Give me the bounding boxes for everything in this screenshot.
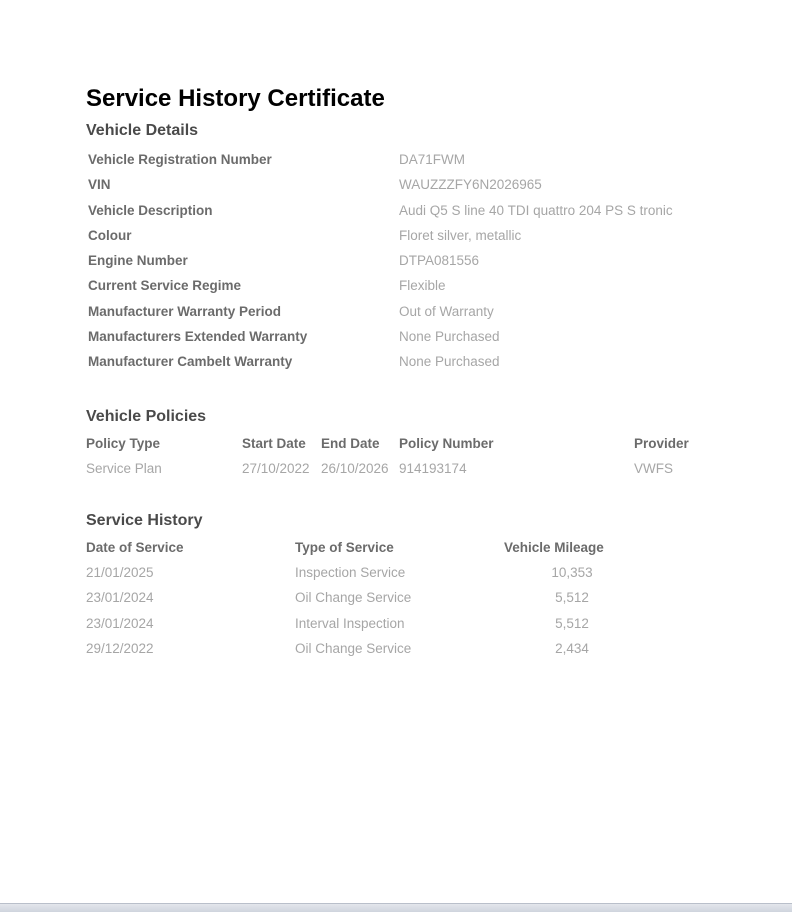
mileage-cell: 10,353 bbox=[551, 565, 593, 580]
detail-value: Flexible bbox=[399, 278, 446, 293]
end-date-cell: 26/10/2026 bbox=[321, 461, 389, 476]
service-type-cell: Interval Inspection bbox=[295, 616, 405, 631]
detail-label: VIN bbox=[88, 177, 111, 192]
detail-label: Manufacturer Cambelt Warranty bbox=[88, 354, 293, 369]
policy-type-cell: Service Plan bbox=[86, 461, 162, 476]
start-date-cell: 27/10/2022 bbox=[242, 461, 310, 476]
detail-label: Vehicle Registration Number bbox=[88, 152, 272, 167]
detail-value: Audi Q5 S line 40 TDI quattro 204 PS S tronic bbox=[399, 203, 673, 218]
service-date-cell: 21/01/2025 bbox=[86, 565, 154, 580]
detail-label: Engine Number bbox=[88, 253, 188, 268]
column-header-type-of-service: Type of Service bbox=[295, 540, 394, 555]
service-date-cell: 29/12/2022 bbox=[86, 641, 154, 656]
detail-label: Current Service Regime bbox=[88, 278, 242, 293]
service-type-cell: Oil Change Service bbox=[295, 590, 412, 605]
service-date-cell: 23/01/2024 bbox=[86, 590, 154, 605]
detail-value: DTPA081556 bbox=[399, 253, 480, 268]
policy-number-cell: 914193174 bbox=[399, 461, 467, 476]
page-title: Service History Certificate bbox=[86, 85, 385, 112]
detail-label: Manufacturers Extended Warranty bbox=[88, 329, 308, 344]
service-history-heading: Service History bbox=[86, 512, 203, 529]
detail-value: WAUZZZFY6N2026965 bbox=[399, 177, 542, 192]
detail-label: Vehicle Description bbox=[88, 203, 213, 218]
column-header-end-date: End Date bbox=[321, 436, 380, 451]
detail-value: Out of Warranty bbox=[399, 304, 494, 319]
mileage-cell: 5,512 bbox=[555, 590, 589, 605]
service-date-cell: 23/01/2024 bbox=[86, 616, 154, 631]
detail-value: Floret silver, metallic bbox=[399, 228, 522, 243]
column-header-start-date: Start Date bbox=[242, 436, 306, 451]
detail-value: None Purchased bbox=[399, 354, 500, 369]
column-header-policy-number: Policy Number bbox=[399, 436, 494, 451]
mileage-cell: 5,512 bbox=[555, 616, 589, 631]
detail-value: DA71FWM bbox=[399, 152, 466, 167]
service-type-cell: Inspection Service bbox=[295, 565, 406, 580]
column-header-date-of-service: Date of Service bbox=[86, 540, 184, 555]
vehicle-details-heading: Vehicle Details bbox=[86, 122, 199, 139]
detail-value: None Purchased bbox=[399, 329, 500, 344]
detail-label: Manufacturer Warranty Period bbox=[88, 304, 282, 319]
detail-label: Colour bbox=[88, 228, 132, 243]
column-header-policy-type: Policy Type bbox=[86, 436, 161, 451]
vehicle-policies-heading: Vehicle Policies bbox=[86, 408, 207, 425]
service-type-cell: Oil Change Service bbox=[295, 641, 412, 656]
column-header-vehicle-mileage: Vehicle Mileage bbox=[504, 540, 604, 555]
provider-cell: VWFS bbox=[634, 461, 673, 476]
viewer-bottom-bar bbox=[0, 903, 792, 912]
column-header-provider: Provider bbox=[634, 436, 689, 451]
mileage-cell: 2,434 bbox=[555, 641, 589, 656]
